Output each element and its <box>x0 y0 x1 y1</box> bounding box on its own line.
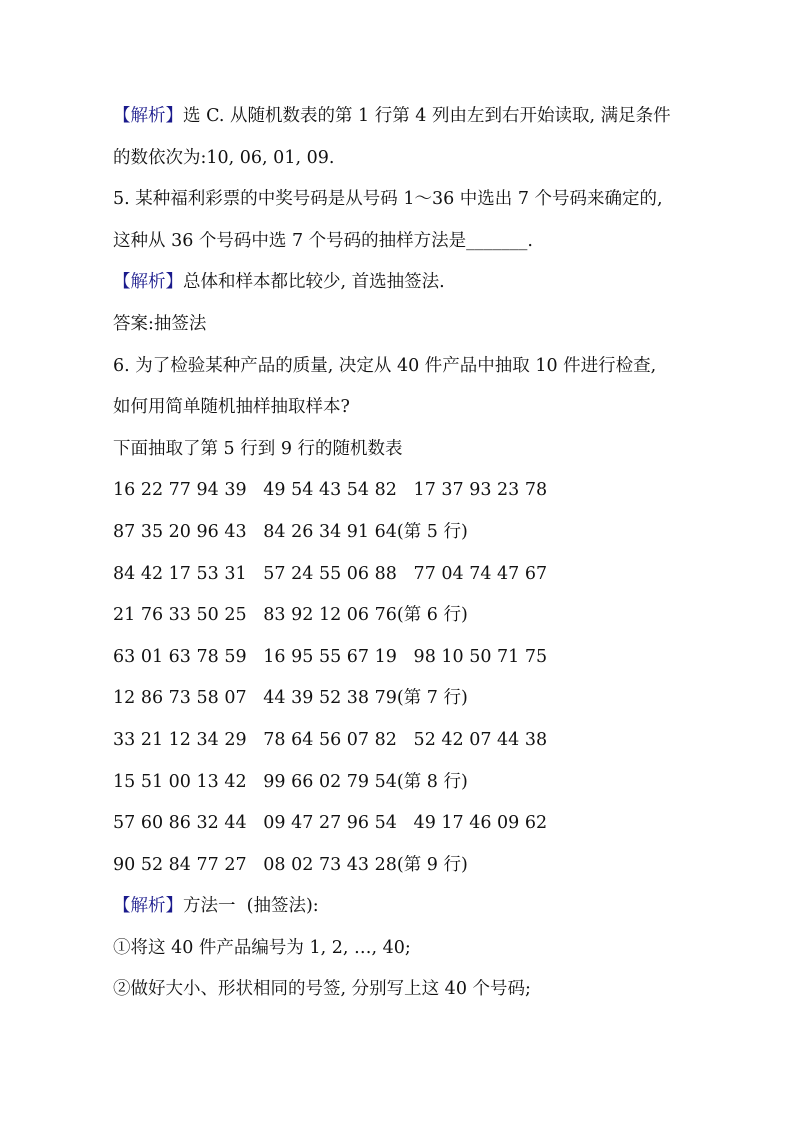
question-6-line-2 <box>113 387 713 429</box>
document-body <box>113 96 713 1011</box>
line-text: 63 01 63 78 59 16 95 55 67 19 98 10 50 71 75 <box>113 646 548 667</box>
random-table-row <box>113 595 713 637</box>
line-text: 下面抽取了第 5 行到 9 行的随机数表 <box>113 438 403 459</box>
step-1-line <box>113 928 713 970</box>
line-text: ①将这 40 件产品编号为 1, 2, …, 40; <box>113 937 411 958</box>
random-table-row <box>113 470 713 512</box>
random-table-row <box>113 720 713 762</box>
random-table-row <box>113 637 713 679</box>
random-table-row <box>113 762 713 804</box>
random-table-row <box>113 845 713 887</box>
analysis-tag: 【解析】 <box>113 106 183 126</box>
answer-line <box>113 304 713 346</box>
random-table-row <box>113 678 713 720</box>
line-text: 12 86 73 58 07 44 39 52 38 79(第 7 行) <box>113 688 468 709</box>
line-text: 5. 某种福利彩票的中奖号码是从号码 1～36 中选出 7 个号码来确定的, <box>113 189 663 210</box>
line-text: 15 51 00 13 42 99 66 02 79 54(第 8 行) <box>113 771 468 792</box>
line-text: 答案:抽签法 <box>113 313 207 334</box>
line-text: 16 22 77 94 39 49 54 43 54 82 17 37 93 23 78 <box>113 480 548 501</box>
line-text: 选 C. 从随机数表的第 1 行第 4 列由左到右开始读取, 满足条件 <box>183 106 671 126</box>
random-table-row <box>113 554 713 596</box>
line-text: 6. 为了检验某种产品的质量, 决定从 40 件产品中抽取 10 件进行检查, <box>113 355 657 376</box>
analysis-line-3 <box>113 262 713 304</box>
line-text: 33 21 12 34 29 78 64 56 07 82 52 42 07 44 38 <box>113 729 548 750</box>
line-text: 87 35 20 96 43 84 26 34 91 64(第 5 行) <box>113 521 468 542</box>
line-text: 的数依次为:10, 06, 01, 09. <box>113 147 335 168</box>
random-table-row <box>113 803 713 845</box>
line-text: 如何用简单随机抽样抽取样本? <box>113 397 350 418</box>
line-text: ②做好大小、形状相同的号签, 分别写上这 40 个号码; <box>113 979 531 1000</box>
analysis-line-1 <box>113 96 713 138</box>
question-6-line-1 <box>113 346 713 388</box>
analysis-tag: 【解析】 <box>113 272 183 293</box>
line-text: 90 52 84 77 27 08 02 73 43 28(第 9 行) <box>113 854 468 875</box>
step-2-line <box>113 969 713 1011</box>
table-intro-line <box>113 429 713 471</box>
line-text: 方法一 (抽签法): <box>183 896 319 917</box>
line-text: 总体和样本都比较少, 首选抽签法. <box>183 272 445 293</box>
analysis-tag: 【解析】 <box>113 896 183 917</box>
question-5-line-1 <box>113 179 713 221</box>
analysis-line-4 <box>113 886 713 928</box>
random-table-row <box>113 512 713 554</box>
line-text: 57 60 86 32 44 09 47 27 96 54 49 17 46 09 62 <box>113 813 548 834</box>
question-5-line-2 <box>113 221 713 263</box>
line-text: 21 76 33 50 25 83 92 12 06 76(第 6 行) <box>113 605 468 626</box>
line-text: 这种从 36 个号码中选 7 个号码的抽样方法是_______. <box>113 230 533 251</box>
analysis-line-2 <box>113 138 713 180</box>
line-text: 84 42 17 53 31 57 24 55 06 88 77 04 74 47 67 <box>113 563 548 584</box>
